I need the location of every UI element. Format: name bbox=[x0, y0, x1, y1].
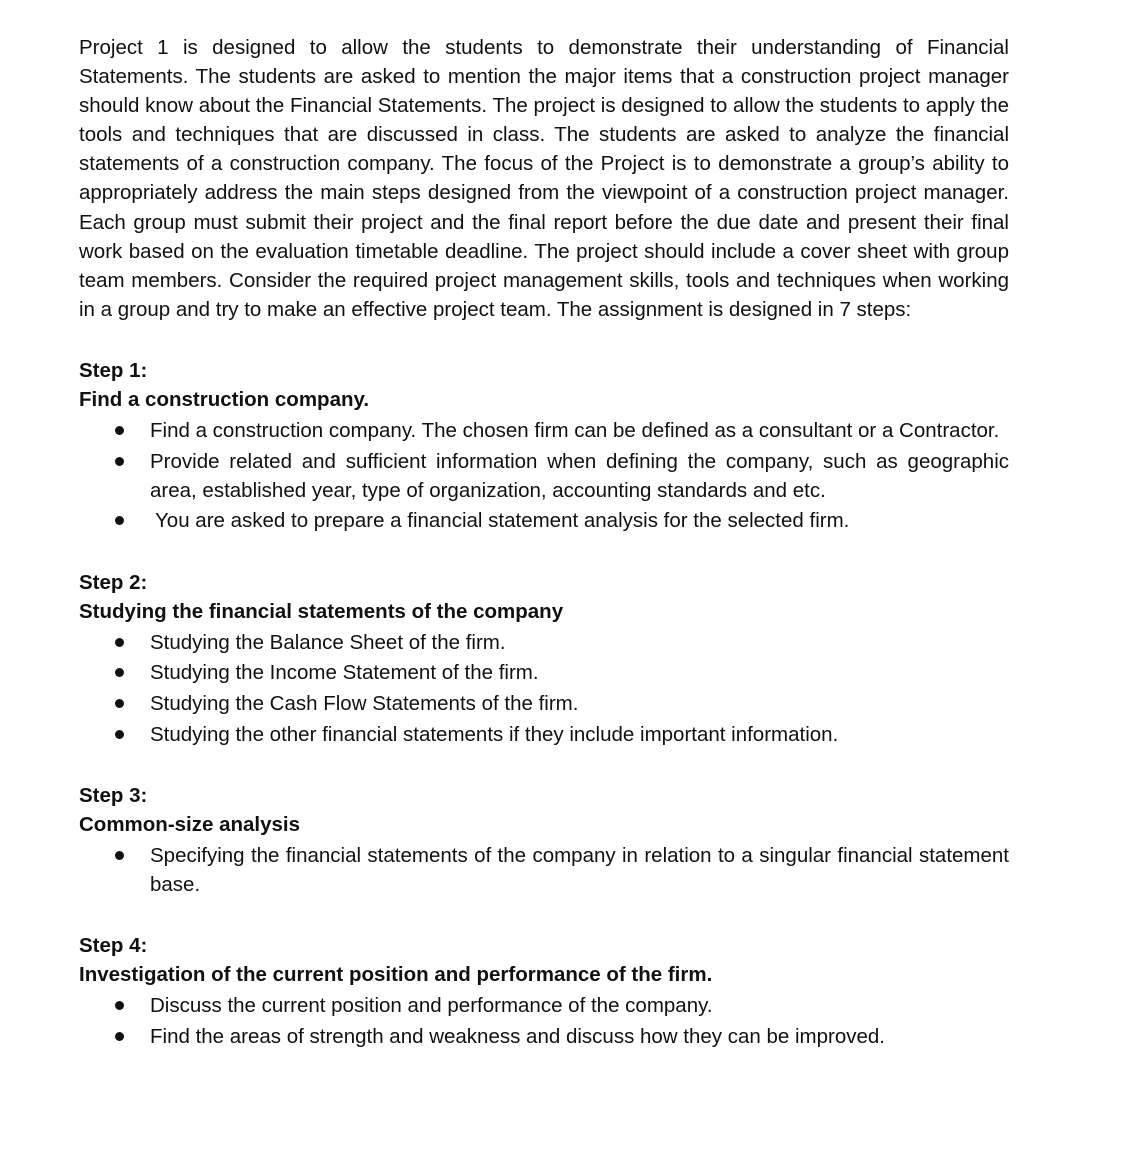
list-item-text: Find the areas of strength and weakness and discuss how they can be improved. bbox=[150, 1024, 886, 1048]
list-item bbox=[79, 628, 1009, 657]
list-item bbox=[79, 1022, 1009, 1051]
list-item-text: Studying the Income Statement of the firm. bbox=[150, 661, 539, 685]
list-item-text: Find a construction company. The chosen firm can be defined as a consultant or a Contractor. bbox=[150, 418, 1000, 442]
bullet-icon bbox=[115, 457, 124, 466]
document-page bbox=[79, 33, 1009, 1051]
step-3-bullet-list bbox=[79, 841, 1009, 899]
list-item bbox=[79, 658, 1009, 687]
list-item-text: Studying the other financial statements if they include important information. bbox=[150, 722, 839, 746]
step-4-section bbox=[79, 931, 1009, 1051]
bullet-icon bbox=[115, 638, 124, 647]
list-item-text: Provide related and sufficient information when defining the company, such as geographic area, established year, type of organization, accounting standards and etc. bbox=[150, 449, 1009, 502]
bullet-icon bbox=[115, 699, 124, 708]
list-item-text: Studying the Balance Sheet of the firm. bbox=[150, 630, 506, 654]
list-item-text: Specifying the financial statements of the company in relation to a singular financial statement base. bbox=[150, 843, 1009, 896]
step-3-number: Step 3: bbox=[79, 783, 148, 807]
list-item-text: Discuss the current position and performance of the company. bbox=[150, 994, 713, 1018]
bullet-icon bbox=[115, 426, 124, 435]
step-1-bullet-list bbox=[79, 416, 1009, 536]
bullet-icon bbox=[115, 1001, 124, 1010]
list-item bbox=[79, 841, 1009, 899]
list-item-text: Studying the Cash Flow Statements of the firm. bbox=[150, 691, 579, 715]
bullet-icon bbox=[115, 668, 124, 677]
list-item bbox=[79, 416, 1009, 445]
intro-paragraph: Project 1 is designed to allow the students to demonstrate their understanding of Financial Statements. The students are asked to mention the major items that a construction project manager should know about the Financial Statements. The project is designed to allow the students to apply the tools and techniques that are discussed in class. The students are asked to analyze the financial statements of a construction company. The focus of the Project is to demonstrate a group’s ability to appropriately address the main steps designed from the viewpoint of a construction project manager. Each group must submit their project and the final report before the due date and present their final work based on the evaluation timetable deadline. The project should include a cover sheet with group team members. Consider the required project management skills, tools and techniques when working in a group and try to make an effective project team. The assignment is designed in 7 steps: bbox=[79, 36, 1009, 321]
list-item bbox=[79, 447, 1009, 505]
step-3-section bbox=[79, 781, 1009, 899]
step-2-title: Studying the financial statements of the company bbox=[79, 599, 564, 623]
step-2-section bbox=[79, 568, 1009, 749]
list-item bbox=[79, 689, 1009, 718]
list-item-text: You are asked to prepare a financial statement analysis for the selected firm. bbox=[155, 509, 850, 533]
step-4-number: Step 4: bbox=[79, 934, 148, 958]
list-item bbox=[79, 991, 1009, 1020]
bullet-icon bbox=[115, 516, 124, 525]
step-1-section bbox=[79, 356, 1009, 536]
bullet-icon bbox=[115, 851, 124, 860]
step-2-bullet-list bbox=[79, 628, 1009, 749]
step-2-number: Step 2: bbox=[79, 570, 148, 594]
bullet-icon bbox=[115, 1032, 124, 1041]
bullet-icon bbox=[115, 730, 124, 739]
list-item bbox=[79, 720, 1009, 749]
step-1-number: Step 1: bbox=[79, 358, 148, 382]
step-3-title: Common-size analysis bbox=[79, 813, 301, 837]
step-4-bullet-list bbox=[79, 991, 1009, 1051]
step-4-title: Investigation of the current position and performance of the firm. bbox=[79, 963, 713, 987]
step-1-title: Find a construction company. bbox=[79, 388, 370, 412]
list-item bbox=[79, 506, 1009, 535]
